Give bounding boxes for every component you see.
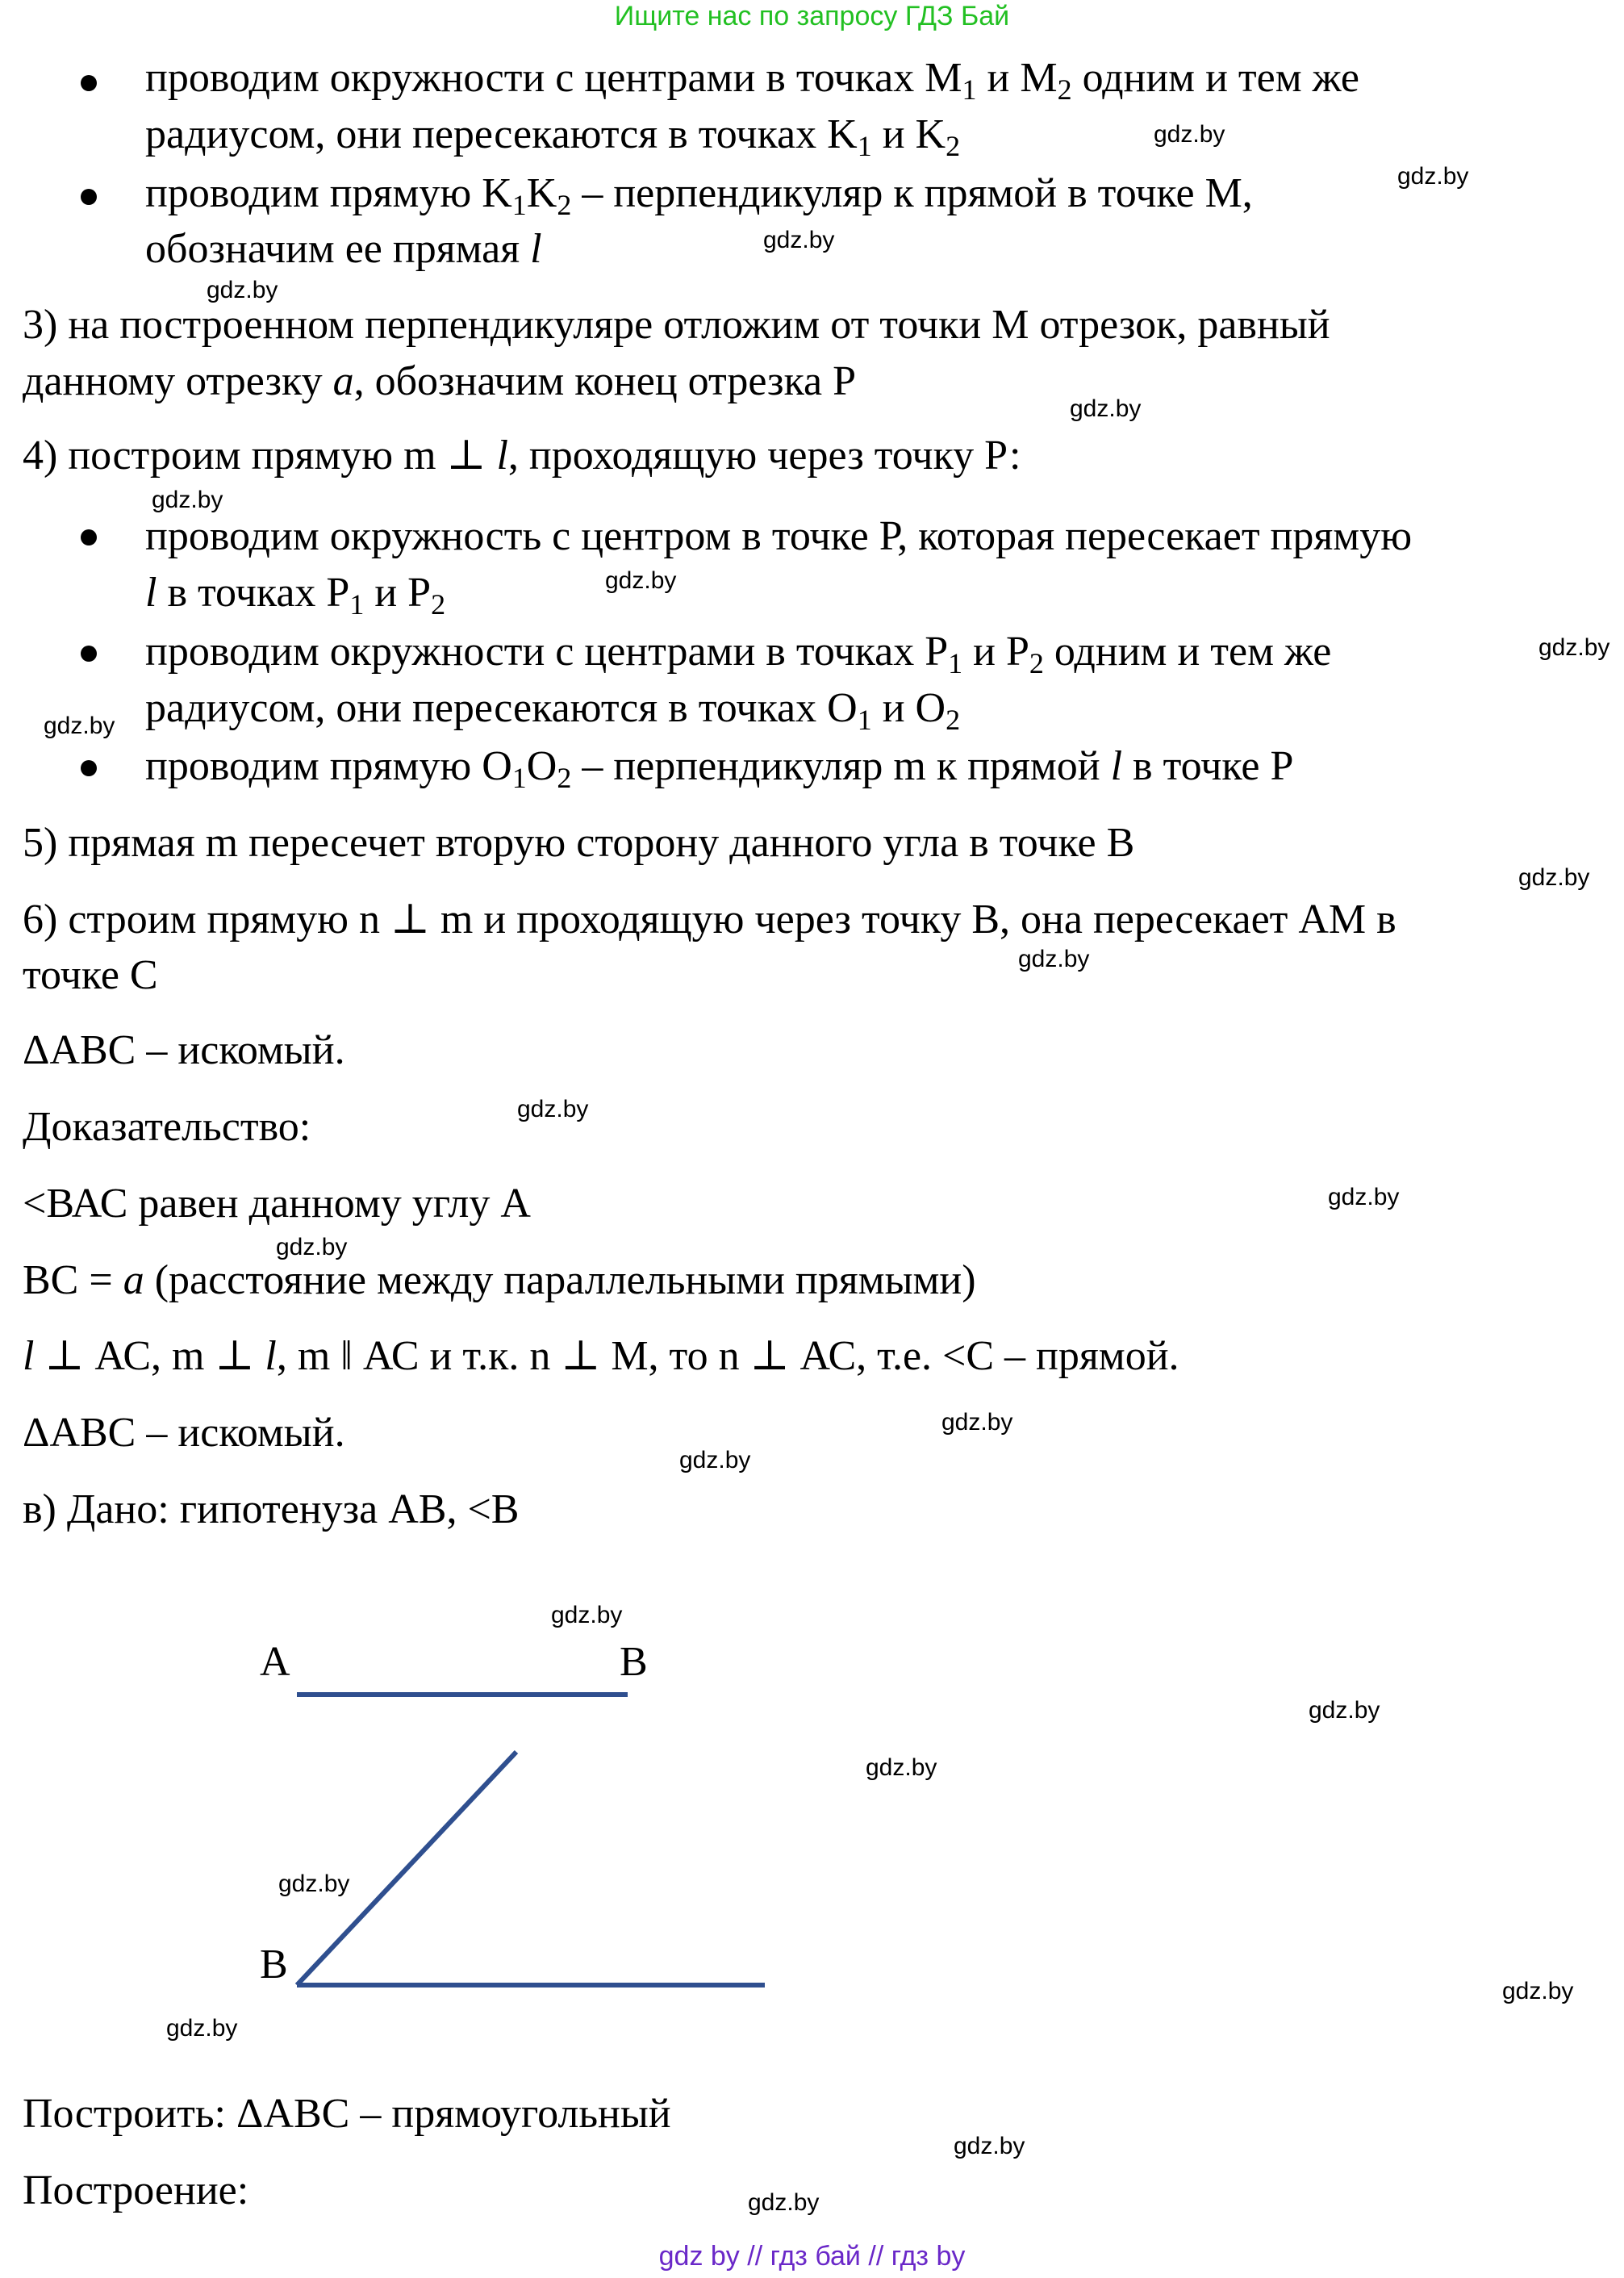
- bullet-3-line-1: проводим окружность с центром в точке Р, которая пересекает прямую: [145, 513, 1413, 559]
- watermark: gdz.by: [1328, 1184, 1400, 1210]
- watermark: gdz.by: [1397, 163, 1469, 190]
- watermark: gdz.by: [1070, 395, 1142, 422]
- watermark: gdz.by: [1018, 946, 1090, 972]
- watermark: gdz.by: [1518, 864, 1590, 891]
- watermark: gdz.by: [152, 487, 223, 513]
- watermark: gdz.by: [1502, 1978, 1574, 2004]
- bullet-1-line-1: проводим окружности с центрами в точках $М_1$ и $М_2$ одним и тем же: [145, 55, 1359, 106]
- watermark: gdz.by: [954, 2133, 1025, 2159]
- bullet-3-line-2: l в точках $Р_1$ и $Р_2$: [145, 570, 446, 621]
- watermark: gdz.by: [1154, 121, 1225, 148]
- step-3-line-1: 3) на построенном перпендикуляре отложим от точки М отрезок, равный: [23, 302, 1330, 348]
- result-line-2: ΔАВС – искомый.: [23, 1410, 345, 1456]
- bullet-5-line: проводим прямую $О_1О_2$ – перпендикуляр m к прямой l в точке Р: [145, 743, 1294, 794]
- watermark: gdz.by: [866, 1754, 937, 1781]
- watermark: gdz.by: [1538, 634, 1610, 661]
- result-line-1: ΔАВС – искомый.: [23, 1027, 345, 1073]
- proof-heading: Доказательство:: [23, 1104, 311, 1150]
- step-3-line-2: данному отрезку a, обозначим конец отрезка Р: [23, 358, 857, 404]
- label-b-vertex: В: [260, 1942, 288, 1988]
- watermark: gdz.by: [276, 1234, 348, 1260]
- bullet-4-line-1: проводим окружности с центрами в точках $Р_1$ и $Р_2$ одним и тем же: [145, 629, 1332, 679]
- bullet-2-line-1: проводим прямую $K_1K_2$ – перпендикуляр к прямой в точке М,: [145, 170, 1253, 221]
- watermark: gdz.by: [517, 1096, 589, 1122]
- step-5-line: 5) прямая m пересечет вторую сторону данного угла в точке В: [23, 820, 1135, 866]
- given-line: в) Дано: гипотенуза АВ, <В: [23, 1486, 520, 1532]
- watermark: gdz.by: [551, 1602, 623, 1628]
- watermark: gdz.by: [679, 1447, 751, 1473]
- label-b-segment: В: [620, 1639, 648, 1685]
- step-4-line: 4) построим прямую m ⊥ l, проходящую через точку Р:: [23, 433, 1021, 479]
- bullet-2-line-2: обозначим ее прямая l: [145, 226, 542, 272]
- step-6-line-1: 6) строим прямую n ⊥ m и проходящую через точку В, она пересекает АМ в: [23, 897, 1396, 943]
- label-a: А: [260, 1639, 290, 1685]
- proof-angle-line: <ВАС равен данному углу А: [23, 1181, 531, 1227]
- watermark: gdz.by: [278, 1870, 350, 1897]
- angle-side-ray: [297, 1752, 516, 1985]
- build-line: Построить: ΔАВС – прямоугольный: [23, 2091, 671, 2137]
- proof-bc-line: ВС = a (расстояние между параллельными прямыми): [23, 1257, 976, 1303]
- header-banner: Ищите нас по запросу ГДЗ Бай: [614, 1, 1010, 31]
- watermark: gdz.by: [763, 227, 835, 253]
- step-6-line-2: точке С: [23, 952, 158, 998]
- watermark: gdz.by: [166, 2015, 238, 2042]
- watermark: gdz.by: [44, 713, 115, 739]
- watermark: gdz.by: [941, 1409, 1013, 1436]
- watermark: gdz.by: [207, 277, 278, 303]
- bullet-4-line-2: радиусом, они пересекаются в точках $О_1$ и $О_2$: [145, 685, 961, 736]
- construction-heading: Построение:: [23, 2167, 249, 2213]
- watermark: gdz.by: [1309, 1697, 1380, 1724]
- watermark: gdz.by: [748, 2189, 820, 2216]
- proof-perp-line: l ⊥ АС, m ⊥ l, m ‖ АС и т.к. n ⊥ М, то n ⊥ АС, т.е. <С – прямой.: [23, 1333, 1179, 1379]
- bullet-1-line-2: радиусом, они пересекаются в точках $K_1$ и $K_2$: [145, 111, 961, 162]
- watermark: gdz.by: [605, 567, 677, 594]
- footer-links: gdz by // гдз бай // гдз by: [658, 2241, 966, 2272]
